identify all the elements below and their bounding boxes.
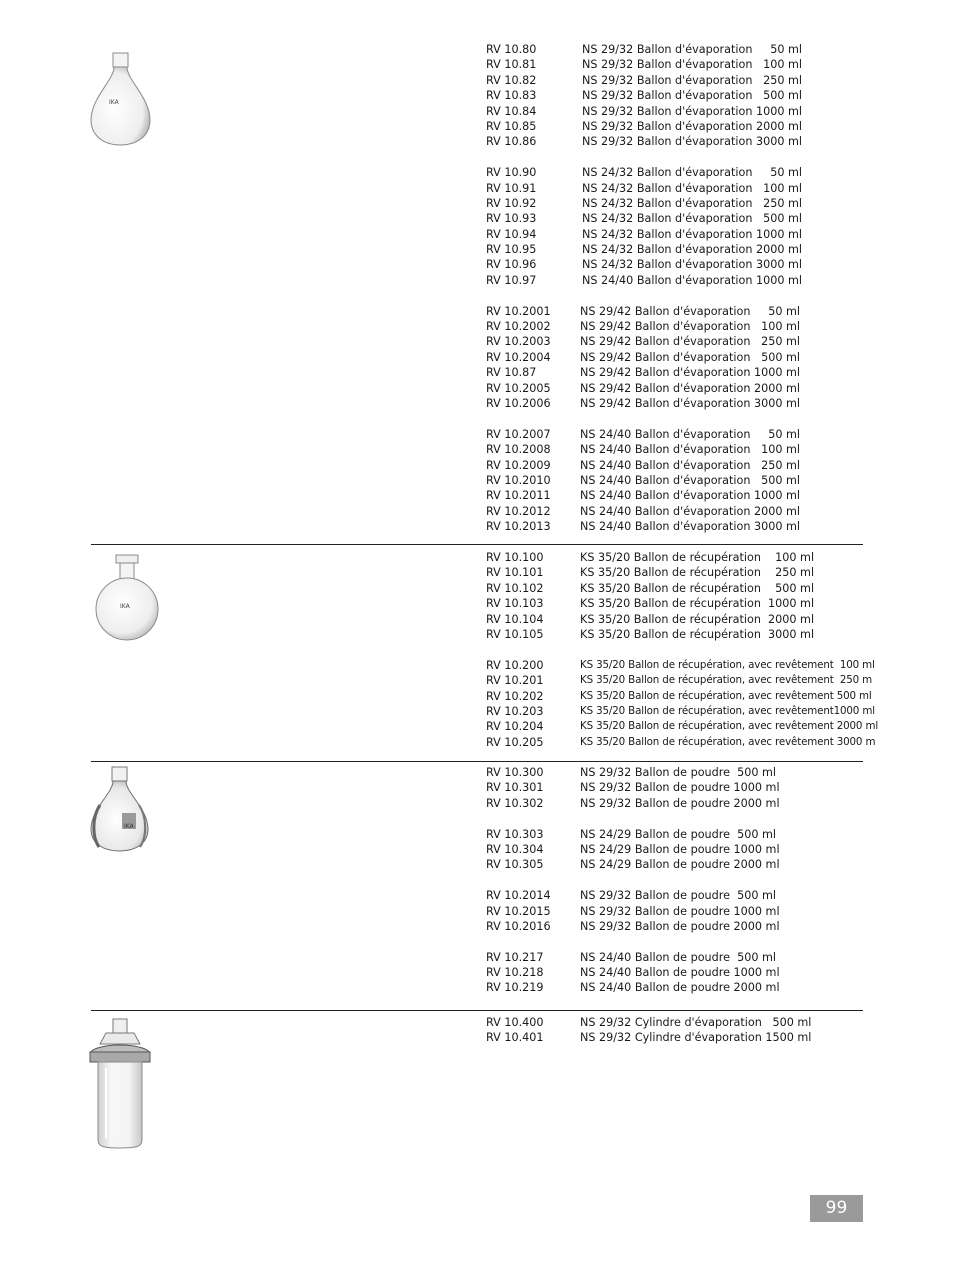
product-code: RV 10.102 — [486, 581, 544, 595]
product-code: RV 10.2009 — [486, 458, 551, 472]
product-code: RV 10.401 — [486, 1031, 544, 1045]
evaporation-flask-image — [86, 50, 156, 150]
product-code: RV 10.2003 — [486, 335, 551, 349]
product-code: RV 10.86 — [486, 135, 537, 149]
product-description: KS 35/20 Ballon de récupération, avec revêtement1000 ml — [580, 704, 875, 717]
section-divider — [91, 544, 863, 545]
product-description: NS 29/42 Ballon d'évaporation 50 ml — [580, 304, 801, 318]
product-description: NS 24/40 Ballon d'évaporation 1000 ml — [582, 273, 803, 287]
product-code: RV 10.304 — [486, 842, 544, 856]
product-code: RV 10.219 — [486, 981, 544, 995]
flask-logo: IKA — [124, 823, 134, 830]
product-code: RV 10.80 — [486, 43, 537, 56]
product-description: NS 24/40 Ballon de poudre 2000 ml — [580, 981, 780, 995]
product-description: NS 24/29 Ballon de poudre 1000 ml — [580, 842, 780, 856]
product-description: NS 29/42 Ballon d'évaporation 2000 ml — [580, 381, 801, 395]
product-code: RV 10.96 — [486, 258, 537, 272]
product-description: NS 29/32 Ballon de poudre 2000 ml — [580, 796, 780, 810]
product-code: RV 10.81 — [486, 58, 537, 72]
product-code: RV 10.2002 — [486, 320, 551, 334]
product-description: NS 24/40 Ballon d'évaporation 3000 ml — [580, 520, 801, 534]
product-code: RV 10.2007 — [486, 427, 551, 441]
product-code: RV 10.2001 — [486, 304, 551, 318]
product-description: NS 24/32 Ballon d'évaporation 2000 ml — [582, 243, 803, 257]
product-description: KS 35/20 Ballon de récupération 2000 ml — [580, 612, 815, 626]
product-code: RV 10.95 — [486, 243, 537, 257]
product-code: RV 10.400 — [486, 1016, 544, 1029]
product-description: KS 35/20 Ballon de récupération 3000 ml — [580, 627, 815, 641]
product-code: RV 10.203 — [486, 704, 544, 718]
evaporation-cylinder-image — [84, 1016, 160, 1150]
product-code: RV 10.218 — [486, 966, 544, 980]
product-description: NS 29/32 Ballon de poudre 1000 ml — [580, 781, 780, 795]
product-code: RV 10.82 — [486, 73, 537, 87]
product-code: RV 10.83 — [486, 89, 537, 103]
product-code: RV 10.302 — [486, 796, 544, 810]
product-description: NS 29/32 Ballon d'évaporation 2000 ml — [582, 119, 803, 133]
product-code: RV 10.305 — [486, 858, 544, 872]
product-code: RV 10.205 — [486, 735, 544, 749]
product-description: NS 29/32 Ballon d'évaporation 500 ml — [582, 89, 803, 103]
product-description: KS 35/20 Ballon de récupération 100 ml — [580, 551, 815, 564]
product-description: NS 24/40 Ballon d'évaporation 1000 ml — [580, 489, 801, 503]
section-divider — [91, 761, 863, 762]
product-code: RV 10.100 — [486, 551, 544, 564]
product-code: RV 10.217 — [486, 950, 544, 964]
product-code: RV 10.101 — [486, 566, 544, 580]
product-description: KS 35/20 Ballon de récupération 250 ml — [580, 566, 815, 580]
product-description: KS 35/20 Ballon de récupération 1000 ml — [580, 597, 815, 611]
product-code: RV 10.201 — [486, 674, 544, 688]
product-description: NS 24/29 Ballon de poudre 2000 ml — [580, 858, 780, 872]
product-description: KS 35/20 Ballon de récupération, avec revêtement 100 ml — [580, 658, 875, 671]
product-description: NS 29/32 Ballon de poudre 2000 ml — [580, 919, 780, 933]
product-code: RV 10.204 — [486, 720, 544, 734]
product-description: NS 29/42 Ballon d'évaporation 100 ml — [580, 320, 801, 334]
product-code: RV 10.90 — [486, 166, 537, 180]
product-description: NS 29/32 Ballon d'évaporation 3000 ml — [582, 135, 803, 149]
product-description: NS 29/32 Ballon d'évaporation 100 ml — [582, 58, 803, 72]
product-description: NS 29/42 Ballon d'évaporation 500 ml — [580, 350, 801, 364]
product-code: RV 10.84 — [486, 104, 537, 118]
product-code: RV 10.93 — [486, 212, 537, 226]
product-code: RV 10.104 — [486, 612, 544, 626]
product-description: NS 24/32 Ballon d'évaporation 1000 ml — [582, 227, 803, 241]
product-description: NS 24/32 Ballon d'évaporation 500 ml — [582, 212, 803, 226]
product-code: RV 10.2014 — [486, 889, 551, 903]
flask-logo: IKA — [109, 99, 119, 106]
product-code: RV 10.300 — [486, 766, 544, 779]
product-description: NS 29/42 Ballon d'évaporation 1000 ml — [580, 366, 801, 380]
product-code: RV 10.94 — [486, 227, 537, 241]
recovery-flask-image — [94, 553, 164, 648]
product-code: RV 10.85 — [486, 119, 537, 133]
page-number: 99 — [810, 1195, 863, 1222]
product-code: RV 10.202 — [486, 689, 544, 703]
product-description: NS 24/40 Ballon d'évaporation 50 ml — [580, 427, 801, 441]
product-description: KS 35/20 Ballon de récupération, avec revêtement 3000 m — [580, 735, 876, 748]
product-description: NS 29/32 Ballon de poudre 500 ml — [580, 766, 777, 779]
product-code: RV 10.2005 — [486, 381, 551, 395]
product-code: RV 10.200 — [486, 658, 544, 672]
product-description: NS 24/32 Ballon d'évaporation 100 ml — [582, 181, 803, 195]
product-description: NS 24/40 Ballon d'évaporation 100 ml — [580, 443, 801, 457]
product-code: RV 10.301 — [486, 781, 544, 795]
product-description: NS 29/32 Ballon d'évaporation 1000 ml — [582, 104, 803, 118]
product-description: NS 29/42 Ballon d'évaporation 250 ml — [580, 335, 801, 349]
product-code: RV 10.2006 — [486, 396, 551, 410]
product-description: NS 24/40 Ballon d'évaporation 250 ml — [580, 458, 801, 472]
product-description: NS 29/42 Ballon d'évaporation 3000 ml — [580, 396, 801, 410]
product-code: RV 10.2012 — [486, 504, 551, 518]
product-description: NS 24/32 Ballon d'évaporation 3000 ml — [582, 258, 803, 272]
product-description: KS 35/20 Ballon de récupération, avec revêtement 2000 ml — [580, 720, 879, 733]
product-description: NS 24/29 Ballon de poudre 500 ml — [580, 827, 777, 841]
product-description: KS 35/20 Ballon de récupération, avec revêtement 250 m — [580, 674, 873, 687]
flask-logo: IKA — [120, 603, 130, 610]
product-code: RV 10.97 — [486, 273, 537, 287]
product-code: RV 10.2016 — [486, 919, 551, 933]
product-code: RV 10.105 — [486, 627, 544, 641]
product-description: NS 24/40 Ballon d'évaporation 2000 ml — [580, 504, 801, 518]
product-description: NS 24/40 Ballon d'évaporation 500 ml — [580, 473, 801, 487]
product-code: RV 10.2008 — [486, 443, 551, 457]
product-code: RV 10.303 — [486, 827, 544, 841]
product-description: KS 35/20 Ballon de récupération, avec revêtement 500 ml — [580, 689, 872, 702]
product-code: RV 10.91 — [486, 181, 537, 195]
product-description: NS 24/32 Ballon d'évaporation 50 ml — [582, 166, 803, 180]
product-description: NS 24/40 Ballon de poudre 500 ml — [580, 950, 777, 964]
product-description: NS 29/32 Cylindre d'évaporation 500 ml — [580, 1016, 812, 1029]
product-code: RV 10.2015 — [486, 904, 551, 918]
product-description: NS 24/40 Ballon de poudre 1000 ml — [580, 966, 780, 980]
product-description: NS 29/32 Ballon d'évaporation 250 ml — [582, 73, 803, 87]
product-description: KS 35/20 Ballon de récupération 500 ml — [580, 581, 815, 595]
section-divider — [91, 1010, 863, 1011]
product-description: NS 29/32 Cylindre d'évaporation 1500 ml — [580, 1031, 812, 1045]
product-description: NS 24/32 Ballon d'évaporation 250 ml — [582, 196, 803, 210]
product-code: RV 10.2011 — [486, 489, 551, 503]
product-code: RV 10.2010 — [486, 473, 551, 487]
product-code: RV 10.2004 — [486, 350, 551, 364]
product-description: NS 29/32 Ballon de poudre 1000 ml — [580, 904, 780, 918]
product-description: NS 29/32 Ballon de poudre 500 ml — [580, 889, 777, 903]
product-code: RV 10.103 — [486, 597, 544, 611]
powder-flask-image — [86, 765, 156, 857]
product-code: RV 10.87 — [486, 366, 537, 380]
product-code: RV 10.2013 — [486, 520, 551, 534]
product-description: NS 29/32 Ballon d'évaporation 50 ml — [582, 43, 803, 56]
product-code: RV 10.92 — [486, 196, 537, 210]
